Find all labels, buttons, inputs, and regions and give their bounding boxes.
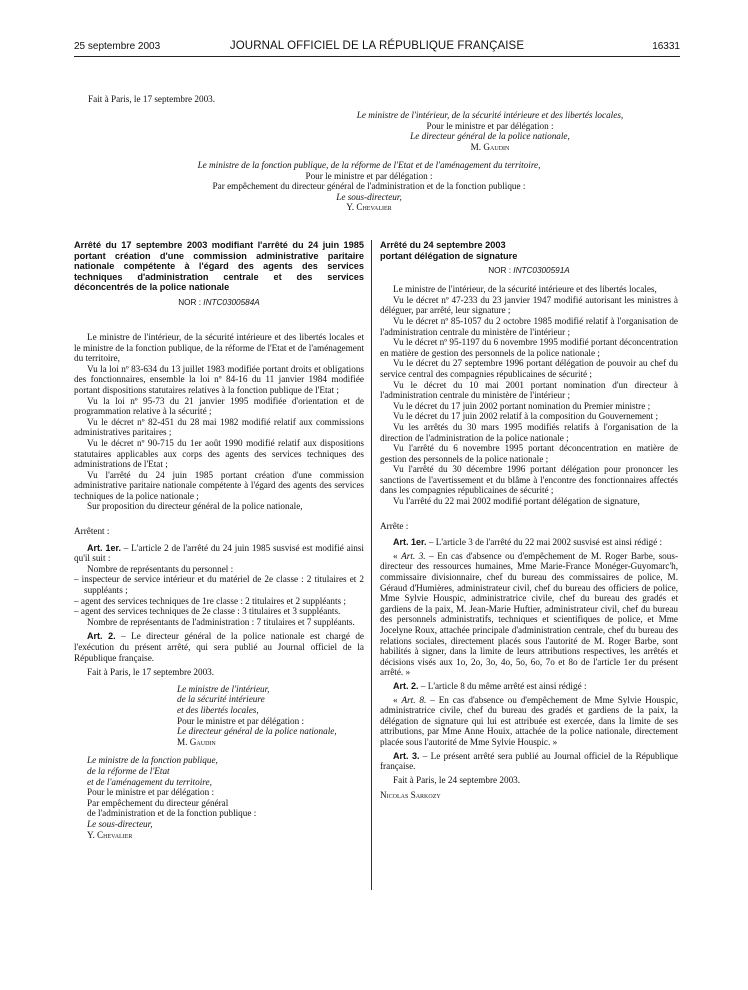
- sig-name: M. Gaudin: [470, 141, 510, 152]
- quote-text: – En cas d'absence ou d'empêchement de Mme Sylvie Houspic, administratrice civile, chef du bureau des gradés et gardiens de la paix, la délégation de signature qui lui est attribuée est exercée, dans la limite de ses attributions, par Mme Anne Houix, attachée de la police nationale, directement placée sous l'autorité de Mme Sylvie Houspic. »: [380, 694, 678, 747]
- left-signature-fonction-publique: [74, 755, 274, 840]
- page-number: 16331: [652, 41, 680, 52]
- left-fait: Fait à Paris, le 17 septembre 2003.: [87, 667, 215, 678]
- art-label: Art. 3.: [393, 750, 420, 761]
- right-quote-art8: [380, 695, 678, 748]
- right-article-subtitle: portant délégation de signature: [380, 250, 518, 261]
- sig-line: Par empêchement du directeur général: [87, 797, 229, 808]
- right-para: Vu les arrêtés du 30 mars 1995 modifiés relatifs à l'organisation de la direction de l'administration de la police nationale ;: [380, 421, 678, 443]
- header-rule: [74, 56, 680, 57]
- right-para: Vu le décret du 27 septembre 1996 portant délégation de pouvoir au chef du service central des compagnies républicaines de sécurité ;: [380, 358, 678, 379]
- top-signature-interieur: [300, 110, 680, 152]
- left-art1: [74, 543, 364, 564]
- sig-line: Le sous-directeur,: [336, 191, 402, 202]
- left-nombre-personnel: Nombre de représentants du personnel :: [87, 563, 234, 574]
- left-para: Sur proposition du directeur général de la police nationale,: [87, 501, 303, 512]
- art-text: – Le présent arrêté sera publié au Journal officiel de la République française.: [380, 750, 678, 772]
- left-column: [74, 240, 364, 840]
- right-signature: Nicolas Sarkozy: [380, 790, 441, 801]
- right-para: Vu le décret nº 85-1057 du 2 octobre 1985 modifié relatif à l'organisation de l'administration centrale du ministère de l'intérieur ;: [380, 315, 678, 337]
- header-date: 25 septembre 2003: [74, 41, 161, 52]
- left-article-title: Arrêté du 17 septembre 2003 modifiant l'arrêté du 24 juin 1985 portant création d'une commission administrative paritaire nationale compétente à l'égard des agents des services techniques d'administration centrale et des services déconcentrés de la police nationale: [74, 240, 364, 293]
- right-article-title: Arrêté du 24 septembre 2003: [380, 240, 506, 250]
- top-fait: Fait à Paris, le 17 septembre 2003.: [88, 94, 216, 104]
- page-header: [74, 41, 680, 55]
- sig-name: Y. Chevalier: [87, 829, 133, 840]
- nor-label: NOR :: [488, 266, 512, 276]
- right-para: Vu l'arrêté du 6 novembre 1995 portant déconcentration en matière de gestion des personnels de la police nationale ;: [380, 443, 678, 464]
- left-list: [74, 574, 364, 616]
- sig-line: et des libertés locales,: [177, 704, 259, 715]
- right-arrete: Arrête :: [380, 520, 409, 531]
- right-para: Vu le décret nº 47-233 du 23 janvier 1947 modifié autorisant les ministres à déléguer, par arrêté, leur signature ;: [380, 294, 678, 316]
- sig-line: Pour le ministre et par délégation :: [305, 170, 433, 181]
- top-signature-fonction-publique: [74, 160, 664, 213]
- column-divider: [371, 240, 372, 890]
- left-para: Vu la loi nº 83-634 du 13 juillet 1983 modifiée portant droits et obligations des fonctionnaires, ensemble la loi nº 84-16 du 11 janvier 1984 modifiée portant dispositions statutaires relatives à la fonction publique de l'Etat ;: [74, 363, 364, 395]
- sig-line: de la réforme de l'Etat: [87, 765, 170, 776]
- nor-code: INTC0300591A: [513, 266, 570, 276]
- nor-label: NOR :: [178, 297, 202, 307]
- right-para: Vu l'arrêté du 30 décembre 1996 portant délégation pour prononcer les sanctions de l'avertissement et du blâme à l'encontre des fonctionnaires affectés dans les compagnies républicaines de sécurité ;: [380, 464, 678, 496]
- quote-art-label: Art. 8.: [401, 694, 427, 705]
- left-nor: [74, 298, 364, 307]
- left-art2: [74, 631, 364, 663]
- right-nor: [380, 266, 678, 275]
- art-text: – L'article 2 de l'arrêté du 24 juin 1985 susvisé est modifié ainsi qu'il suit :: [74, 542, 364, 564]
- left-para: Vu le décret nº 82-451 du 28 mai 1982 modifié relatif aux commissions administratives paritaires ;: [74, 416, 364, 438]
- left-nombre-admin: Nombre de représentants de l'administration : 7 titulaires et 7 suppléants.: [87, 616, 355, 627]
- list-item: – inspecteur de service intérieur et du matériel de 2e classe : 2 titulaires et 2 suppléants ;: [74, 574, 364, 596]
- list-item: – agent des services techniques de 2e classe : 3 titulaires et 3 suppléants.: [74, 606, 341, 617]
- right-para: Vu le décret nº 95-1197 du 6 novembre 1995 modifié portant déconcentration en matière de gestion des personnels de la police nationale ;: [380, 337, 678, 358]
- list-item: – agent des services techniques de 1re classe : 2 titulaires et 2 suppléants ;: [74, 595, 346, 606]
- sig-line: Le sous-directeur,: [87, 818, 153, 829]
- left-para: Vu le décret nº 90-715 du 1er août 1990 modifié relatif aux dispositions statutaires applicables aux corps des agents des services techniques des administrations de l'Etat ;: [74, 437, 364, 470]
- left-signature-interieur: [164, 684, 364, 748]
- right-para: Vu le décret du 17 juin 2002 portant nomination du Premier ministre ;: [393, 400, 651, 411]
- art-text: – L'article 3 de l'arrêté du 22 mai 2002 susvisé est ainsi rédigé :: [426, 537, 663, 548]
- quote-text: – En cas d'absence ou d'empêchement de M. Roger Barbe, sous-directeur des ressources humaines, Mme Marie-France Monéger-Guyomarc'h, commissaire divisionnaire, chef du bureau des commissaires de police, M. Géraud d'Humières, administrateur civil, chef du bureau des officiers de police, Mme Sylvie Houspic, administratrice civile, chef du bureau des gradés et gardiens de la paix, M. Jean-Marie Huftier, administrateur civil, chef du bureau des personnels administratifs, techniques et scientifiques de police, et Mme Jocelyne Roux, attachée principale d'administration centrale, chef du bureau des relations sociales, directement placés sous l'autorité de M. Roger Barbe, sont habilités à signer, dans la limite de leurs attributions respectives, les arrêtés et décisions visés aux 1o, 2o, 3o, 4o, 5o, 6o, 7o et 8o de l'article 1er du présent arrêté. »: [380, 550, 679, 678]
- sig-name: Y. Chevalier: [346, 202, 392, 213]
- right-fait: Fait à Paris, le 24 septembre 2003.: [393, 774, 521, 785]
- left-arrete: Arrêtent :: [74, 526, 110, 537]
- right-para: Vu le décret du 10 mai 2001 portant nomination d'un directeur à l'administration centrale du ministère de l'intérieur ;: [380, 379, 678, 401]
- right-para: Vu l'arrêté du 22 mai 2002 modifié portant délégation de signature,: [393, 496, 640, 507]
- right-column: [380, 240, 678, 801]
- sig-line: Pour le ministre et par délégation :: [87, 787, 215, 798]
- right-quote-art3: [380, 551, 678, 678]
- sig-line: Le ministre de l'intérieur,: [177, 683, 270, 694]
- right-para: Le ministre de l'intérieur, de la sécurité intérieure et des libertés locales,: [393, 284, 657, 295]
- sig-line: Le directeur général de la police nationale,: [410, 131, 570, 142]
- sig-line: Le ministre de la fonction publique,: [87, 755, 218, 766]
- left-para: Le ministre de l'intérieur, de la sécurité intérieure et des libertés locales et le ministre de la fonction publique, de la réforme de l'Etat et de l'aménagement du territoire,: [74, 331, 364, 364]
- left-para: Vu l'arrêté du 24 juin 1985 portant création d'une commission administrative paritaire nationale compétente à l'égard des agents des services techniques de la police nationale ;: [74, 469, 364, 501]
- quote-art-label: Art. 3.: [401, 550, 426, 561]
- art-label: Art. 2.: [393, 680, 419, 691]
- right-para: Vu le décret du 17 juin 2002 relatif à la composition du Gouvernement ;: [393, 411, 659, 422]
- right-art2: [380, 681, 678, 692]
- art-label: Art. 2.: [87, 631, 116, 642]
- sig-line: Le directeur général de la police nationale,: [177, 726, 337, 737]
- art-label: Art. 1er.: [393, 537, 427, 548]
- sig-line: de la sécurité intérieure: [177, 694, 265, 705]
- sig-line: Pour le ministre et par délégation :: [426, 120, 554, 131]
- art-label: Art. 1er.: [87, 542, 121, 553]
- nor-code: INTC0300584A: [203, 297, 260, 307]
- sig-line: Par empêchement du directeur général de l'administration et de la fonction publique :: [212, 181, 526, 192]
- right-art3: [380, 751, 678, 772]
- sig-line: Pour le ministre et par délégation :: [177, 715, 305, 726]
- right-art1: [380, 537, 678, 548]
- art-text: – Le directeur général de la police nationale est chargé de l'exécution du présent arrêté, qui sera publié au Journal officiel de la République française.: [74, 631, 365, 663]
- sig-name: M. Gaudin: [177, 736, 216, 747]
- sig-line: Le ministre de la fonction publique, de la réforme de l'Etat et de l'aménagement du territoire,: [197, 160, 541, 170]
- sig-line: de l'administration et de la fonction publique :: [87, 808, 257, 819]
- art-text: – L'article 8 du même arrêté est ainsi rédigé :: [418, 680, 587, 691]
- sig-line: Le ministre de l'intérieur, de la sécurité intérieure et des libertés locales,: [356, 110, 624, 120]
- sig-line: et de l'aménagement du territoire,: [87, 776, 212, 787]
- left-para: Vu la loi nº 95-73 du 21 janvier 1995 modifiée d'orientation et de programmation relative à la sécurité ;: [74, 395, 364, 417]
- quote-open: «: [393, 694, 402, 705]
- journal-title: JOURNAL OFFICIEL DE LA RÉPUBLIQUE FRANÇAISE: [229, 40, 525, 52]
- top-continuation: [88, 94, 678, 105]
- quote-open: «: [393, 550, 402, 561]
